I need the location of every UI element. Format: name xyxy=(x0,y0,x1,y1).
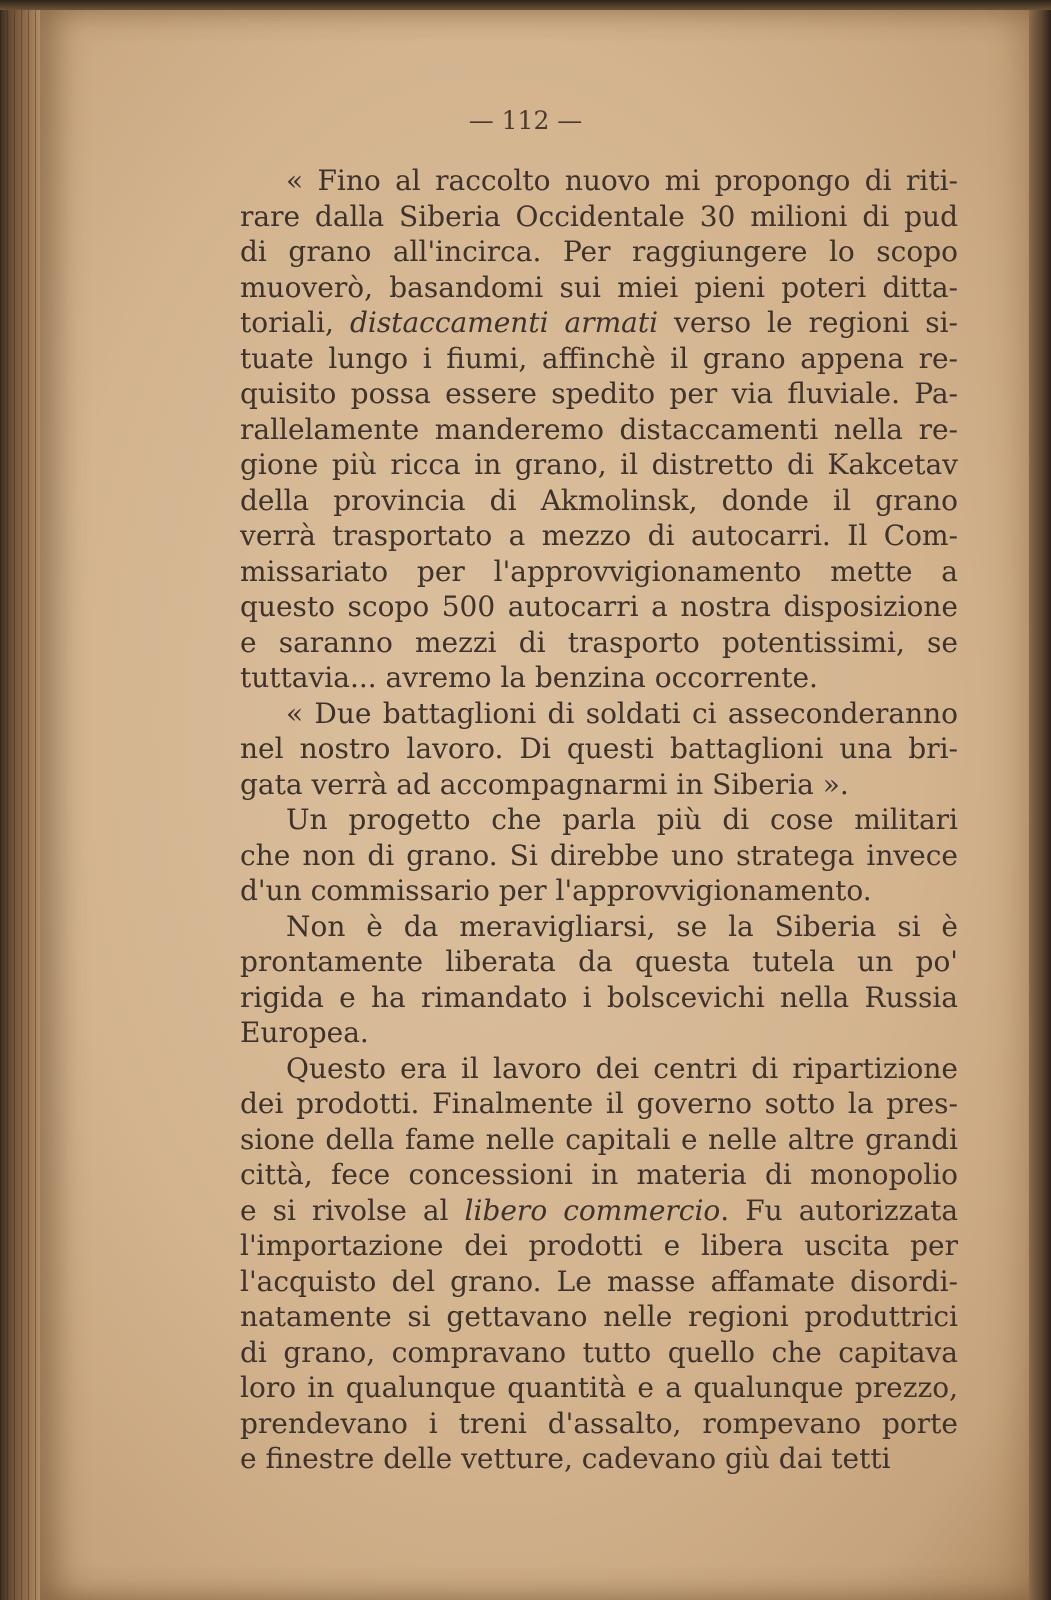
italic-phrase: libero commercio xyxy=(464,1193,721,1227)
text-line: « Fino al raccolto nuovo mi propongo di riti- xyxy=(286,164,958,197)
text-line: rigida e ha rimandato i bolscevichi nella Russia xyxy=(240,980,958,1014)
page-number: — 112 — xyxy=(468,106,583,135)
page-right-edge xyxy=(1029,0,1051,1600)
italic-phrase: distaccamenti armati xyxy=(349,306,659,339)
text-line: nel nostro lavoro. Di questi battaglioni una bri- xyxy=(240,732,958,765)
text-line: rallelamente manderemo distaccamenti nella re- xyxy=(240,412,958,446)
text-line: della provincia di Akmolinsk, donde il grano xyxy=(240,483,958,517)
text-line: l'acquisto del grano. Le masse affamate disordi- xyxy=(240,1264,958,1298)
paragraph xyxy=(240,163,958,696)
text-line: che non di grano. Si direbbe uno stratega invece xyxy=(240,838,958,872)
text-segment: . Fu autorizzata xyxy=(720,1193,959,1227)
text-line: di grano all'incirca. Per raggiungere lo scopo xyxy=(240,235,958,268)
text-line: quisito possa essere spedito per via fluviale. Pa- xyxy=(240,377,958,410)
text-line: dei prodotti. Finalmente il governo sotto la pres- xyxy=(240,1087,958,1120)
text-line: muoverò, basandomi sui miei pieni poteri ditta- xyxy=(240,270,958,304)
paragraph xyxy=(240,696,958,803)
text-line: Questo era il lavoro dei centri di ripartizione xyxy=(286,1051,958,1085)
page-top-edge xyxy=(0,0,1051,10)
text-line: Non è da meravigliarsi, se la Siberia si è xyxy=(286,909,958,943)
text-line: l'importazione dei prodotti e libera uscita per xyxy=(240,1229,958,1262)
text-segment: toriali, xyxy=(240,306,350,339)
text-segment: verso le regioni si- xyxy=(658,306,958,339)
text-line: di grano, compravano tutto quello che capitava xyxy=(240,1335,958,1369)
text-line: « Due battaglioni di soldati ci asseconderanno xyxy=(286,696,958,730)
text-line: natamente si gettavano nelle regioni produttrici xyxy=(240,1300,958,1333)
text-line: verrà trasportato a mezzo di autocarri. Il Com- xyxy=(240,519,958,552)
text-line: rare dalla Siberia Occidentale 30 milioni di pud xyxy=(240,199,958,233)
text-line: prendevano i treni d'assalto, rompevano porte xyxy=(240,1406,958,1440)
text-line: Un progetto che parla più di cose militari xyxy=(286,803,958,836)
text-line xyxy=(240,1193,958,1229)
paragraph xyxy=(240,802,958,909)
text-line: d'un commissario per l'approvvigionamento. xyxy=(240,874,872,907)
text-line: gata verrà ad accompagnarmi in Siberia ». xyxy=(240,767,849,801)
text-line xyxy=(240,305,958,341)
text-line: loro in qualunque quantità e a qualunque prezzo, xyxy=(240,1371,958,1404)
text-line: e saranno mezzi di trasporto potentissimi, se xyxy=(240,625,958,659)
text-line: tuttavia... avremo la benzina occorrente. xyxy=(240,661,818,694)
text-line: città, fece concessioni in materia di monopolio xyxy=(240,1158,958,1191)
text-line: gione più ricca in grano, il distretto di Kakcetav xyxy=(240,448,958,481)
text-segment: e si rivolse al xyxy=(240,1193,465,1227)
text-line: Europea. xyxy=(240,1016,369,1049)
text-line: tuate lungo i fiumi, affinchè il grano appena re- xyxy=(240,341,958,375)
text-line: prontamente liberata da questa tutela un po' xyxy=(240,945,958,978)
text-line: questo scopo 500 autocarri a nostra disposizione xyxy=(240,590,958,623)
text-line: sione della fame nelle capitali e nelle altre grandi xyxy=(240,1122,958,1156)
paragraph xyxy=(240,909,958,1051)
text-line: e finestre delle vetture, cadevano giù dai tetti xyxy=(240,1442,891,1475)
body-text xyxy=(240,163,958,1477)
paragraph xyxy=(240,1051,958,1477)
text-line: missariato per l'approvvigionamento mette a xyxy=(240,554,958,588)
